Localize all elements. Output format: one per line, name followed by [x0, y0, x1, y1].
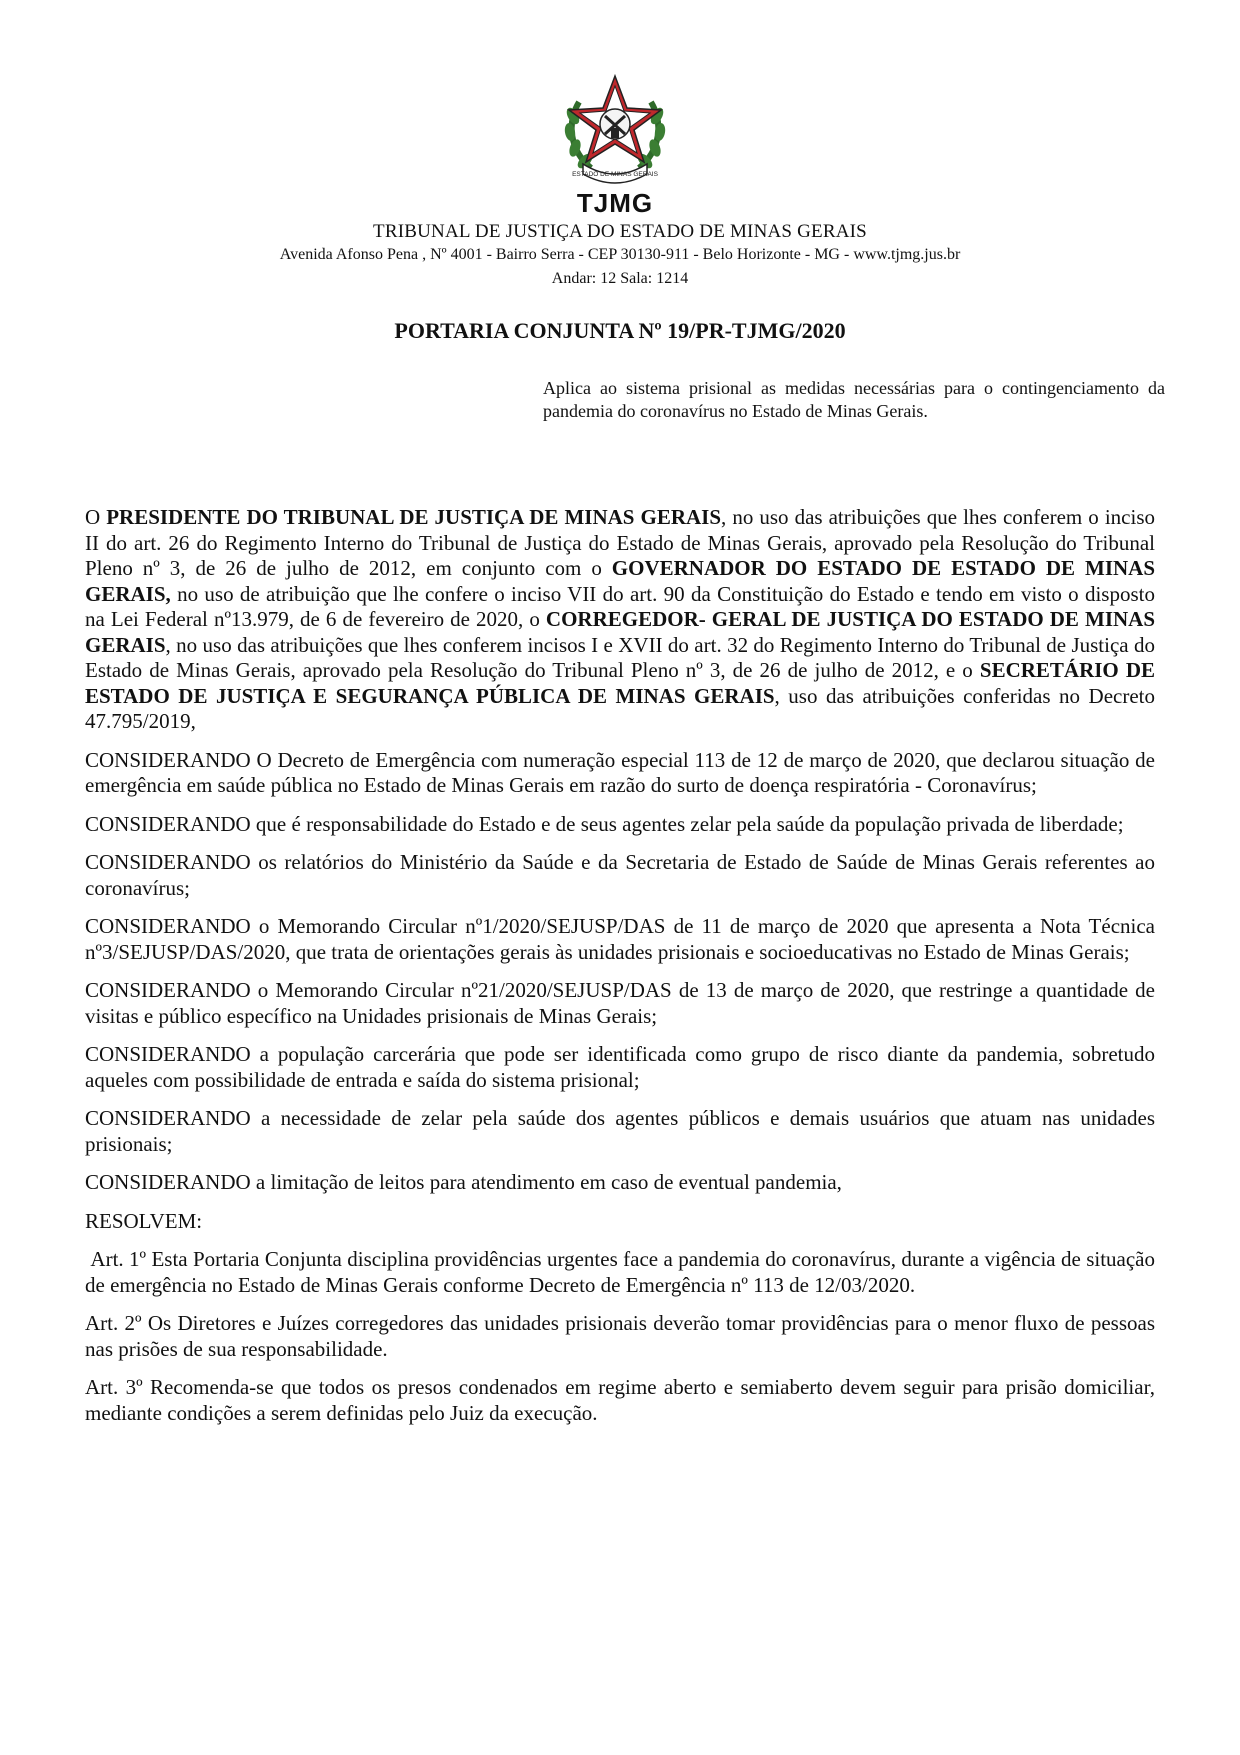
preamble-authority: GOVERNADOR DO ESTADO DE ESTADO DE MINAS GERAIS, [85, 556, 1156, 606]
considerando-paragraph: CONSIDERANDO a limitação de leitos para atendimento em caso de eventual pandemia, [85, 1170, 842, 1194]
document-body [85, 505, 1161, 1439]
considerando-paragraph: CONSIDERANDO o Memorando Circular nº21/2020/SEJUSP/DAS de 13 de março de 2020, que restringe a quantidade de visitas e público específico na Unidades prisionais de Minas Gerais; [85, 978, 1155, 1028]
article-paragraph: Art. 3º Recomenda-se que todos os presos condenados em regime aberto e semiaberto devem seguir para prisão domiciliar, mediante condições a serem definidas pelo Juiz da execução. [85, 1375, 1155, 1425]
preamble-authority: PRESIDENTE DO TRIBUNAL DE JUSTIÇA DE MINAS GERAIS [106, 505, 722, 529]
resolvem-heading: RESOLVEM: [85, 1208, 203, 1233]
ementa: Aplica ao sistema prisional as medidas necessárias para o contingenciamento da pandemia do coronavírus no Estado de Minas Gerais. [543, 378, 1165, 421]
preamble-text: , no uso das atribuições que lhes conferem incisos I e XVII do art. 32 do Regimento Interno do Tribunal de Justiça do Estado de Minas Gerais, aprovado pela Resolução do Tribunal Pleno nº 3, de 26 de julho de 2012, e o [85, 632, 1155, 682]
preamble-text: , uso das atribuições conferidas no Decreto 47.795/2019, [85, 683, 1155, 733]
org-floor: Andar: 12 Sala: 1214 [551, 270, 689, 287]
considerando-paragraph: CONSIDERANDO o Memorando Circular nº1/2020/SEJUSP/DAS de 11 de março de 2020 que apresenta a Nota Técnica nº3/SEJUSP/DAS/2020, que trata de orientações gerais às unidades prisionais e socioeducativas no Estado de Minas Gerais; [85, 914, 1155, 964]
article-paragraph: Art. 1º Esta Portaria Conjunta disciplina providências urgentes face a pandemia do coronavírus, durante a vigência de situação de emergência no Estado de Minas Gerais conforme Decreto de Emergência nº 113 de 12/03/2020. [85, 1247, 1161, 1297]
org-name: TRIBUNAL DE JUSTIÇA DO ESTADO DE MINAS GERAIS [373, 221, 867, 242]
preamble-text: no uso de atribuição que lhe confere o inciso VII do art. 90 da Constituição do Estado e tendo em visto o disposto na Lei Federal nº13.979, de 6 de fevereiro de 2020, o [85, 581, 1155, 631]
preamble-text: O [85, 505, 107, 529]
logo-wordmark: TJMG [576, 188, 654, 218]
preamble-paragraph [85, 505, 1155, 735]
considerando-paragraph: CONSIDERANDO a necessidade de zelar pela saúde dos agentes públicos e demais usuários que atuam nas unidades prisionais; [85, 1106, 1155, 1156]
preamble-authority: CORREGEDOR- GERAL DE JUSTIÇA DO ESTADO DE MINAS GERAIS [85, 607, 1156, 657]
preamble-authority: SECRETÁRIO DE ESTADO DE JUSTIÇA E SEGURANÇA PÚBLICA DE MINAS GERAIS [85, 658, 1155, 708]
considerando-paragraph: CONSIDERANDO que é responsabilidade do Estado e de seus agentes zelar pela saúde da população privada de liberdade; [85, 811, 1124, 836]
considerando-paragraph: CONSIDERANDO O Decreto de Emergência com numeração especial 113 de 12 de março de 2020, que declarou situação de emergência em saúde pública no Estado de Minas Gerais em razão do surto de doença respiratória - Coronavírus; [85, 747, 1155, 797]
tjmg-logo [557, 72, 673, 216]
document-title: PORTARIA CONJUNTA Nº 19/PR-TJMG/2020 [394, 318, 846, 343]
preamble-text: , no uso das atribuições que lhes conferem o inciso II do art. 26 do Regimento Interno do Tribunal de Justiça do Estado de Minas Gerais, aprovado pela Resolução do Tribunal Pleno nº 3, de 26 de julho de 2012, em conjunto com o [85, 505, 1156, 580]
org-address: Avenida Afonso Pena , Nº 4001 - Bairro Serra - CEP 30130-911 - Belo Horizonte - MG - www.tjmg.jus.br [279, 246, 961, 263]
coat-of-arms-icon [557, 72, 673, 186]
considerando-paragraph: CONSIDERANDO os relatórios do Ministério da Saúde e da Secretaria de Estado de Saúde de Minas Gerais referentes ao coronavírus; [85, 850, 1155, 900]
article-paragraph: Art. 2º Os Diretores e Juízes corregedores das unidades prisionais deverão tomar providências para o menor fluxo de pessoas nas prisões de sua responsabilidade. [85, 1311, 1155, 1361]
considerando-paragraph: CONSIDERANDO a população carcerária que pode ser identificada como grupo de risco diante da pandemia, sobretudo aqueles com possibilidade de entrada e saída do sistema prisional; [85, 1042, 1155, 1092]
seal-ribbon-text: ESTADO DE MINAS GERAIS [572, 171, 658, 178]
